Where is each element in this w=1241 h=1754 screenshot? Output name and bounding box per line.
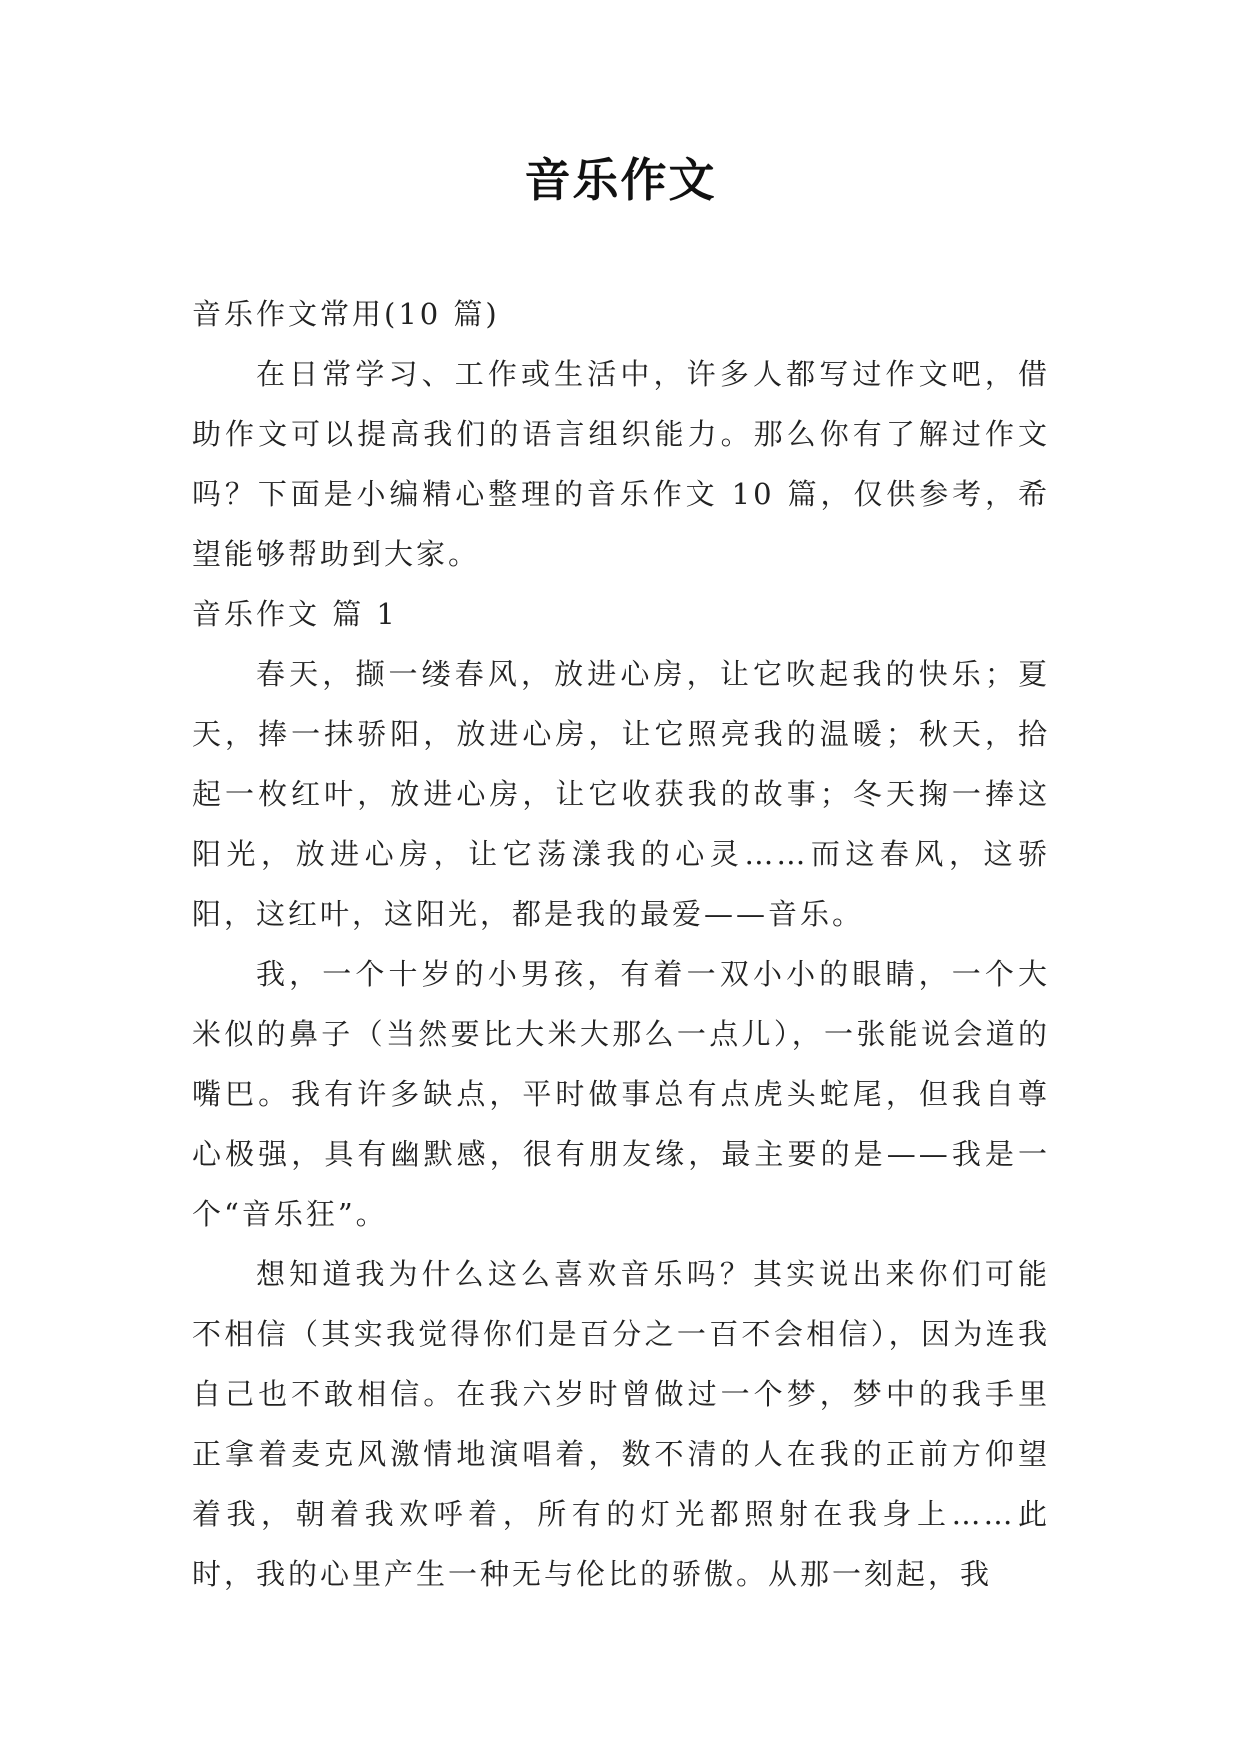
section-heading: 音乐作文 篇 1 [192,597,398,631]
page-title: 音乐作文 [524,153,717,207]
document-body [192,284,1050,1604]
intro-paragraph: 在日常学习、工作或生活中，许多人都写过作文吧，借助作文可以提高我们的语言组织能力。那么你有了解过作文吗？下面是小编精心整理的音乐作文 10 篇，仅供参考，希望能够帮助到大家。 [192,357,1050,571]
body-paragraph: 我，一个十岁的小男孩，有着一双小小的眼睛，一个大米似的鼻子（当然要比大米大那么一点儿），一张能说会道的嘴巴。我有许多缺点，平时做事总有点虎头蛇尾，但我自尊心极强，具有幽默感，很有朋友缘，最主要的是——我是一个“音乐狂”。 [192,957,1050,1231]
body-paragraph: 想知道我为什么这么喜欢音乐吗？其实说出来你们可能不相信（其实我觉得你们是百分之一百不会相信），因为连我自己也不敢相信。在我六岁时曾做过一个梦，梦中的我手里正拿着麦克风激情地演唱着，数不清的人在我的正前方仰望着我，朝着我欢呼着，所有的灯光都照射在我身上……此时，我的心里产生一种无与伦比的骄傲。从那一刻起，我 [192,1257,1050,1591]
document-subtitle: 音乐作文常用(10 篇) [192,297,500,331]
body-paragraph: 春天，撷一缕春风，放进心房，让它吹起我的快乐；夏天，捧一抹骄阳，放进心房，让它照亮我的温暖；秋天，拾起一枚红叶，放进心房，让它收获我的故事；冬天掬一捧这阳光，放进心房，让它荡漾我的心灵……而这春风，这骄阳，这红叶，这阳光，都是我的最爱——音乐。 [192,657,1050,931]
